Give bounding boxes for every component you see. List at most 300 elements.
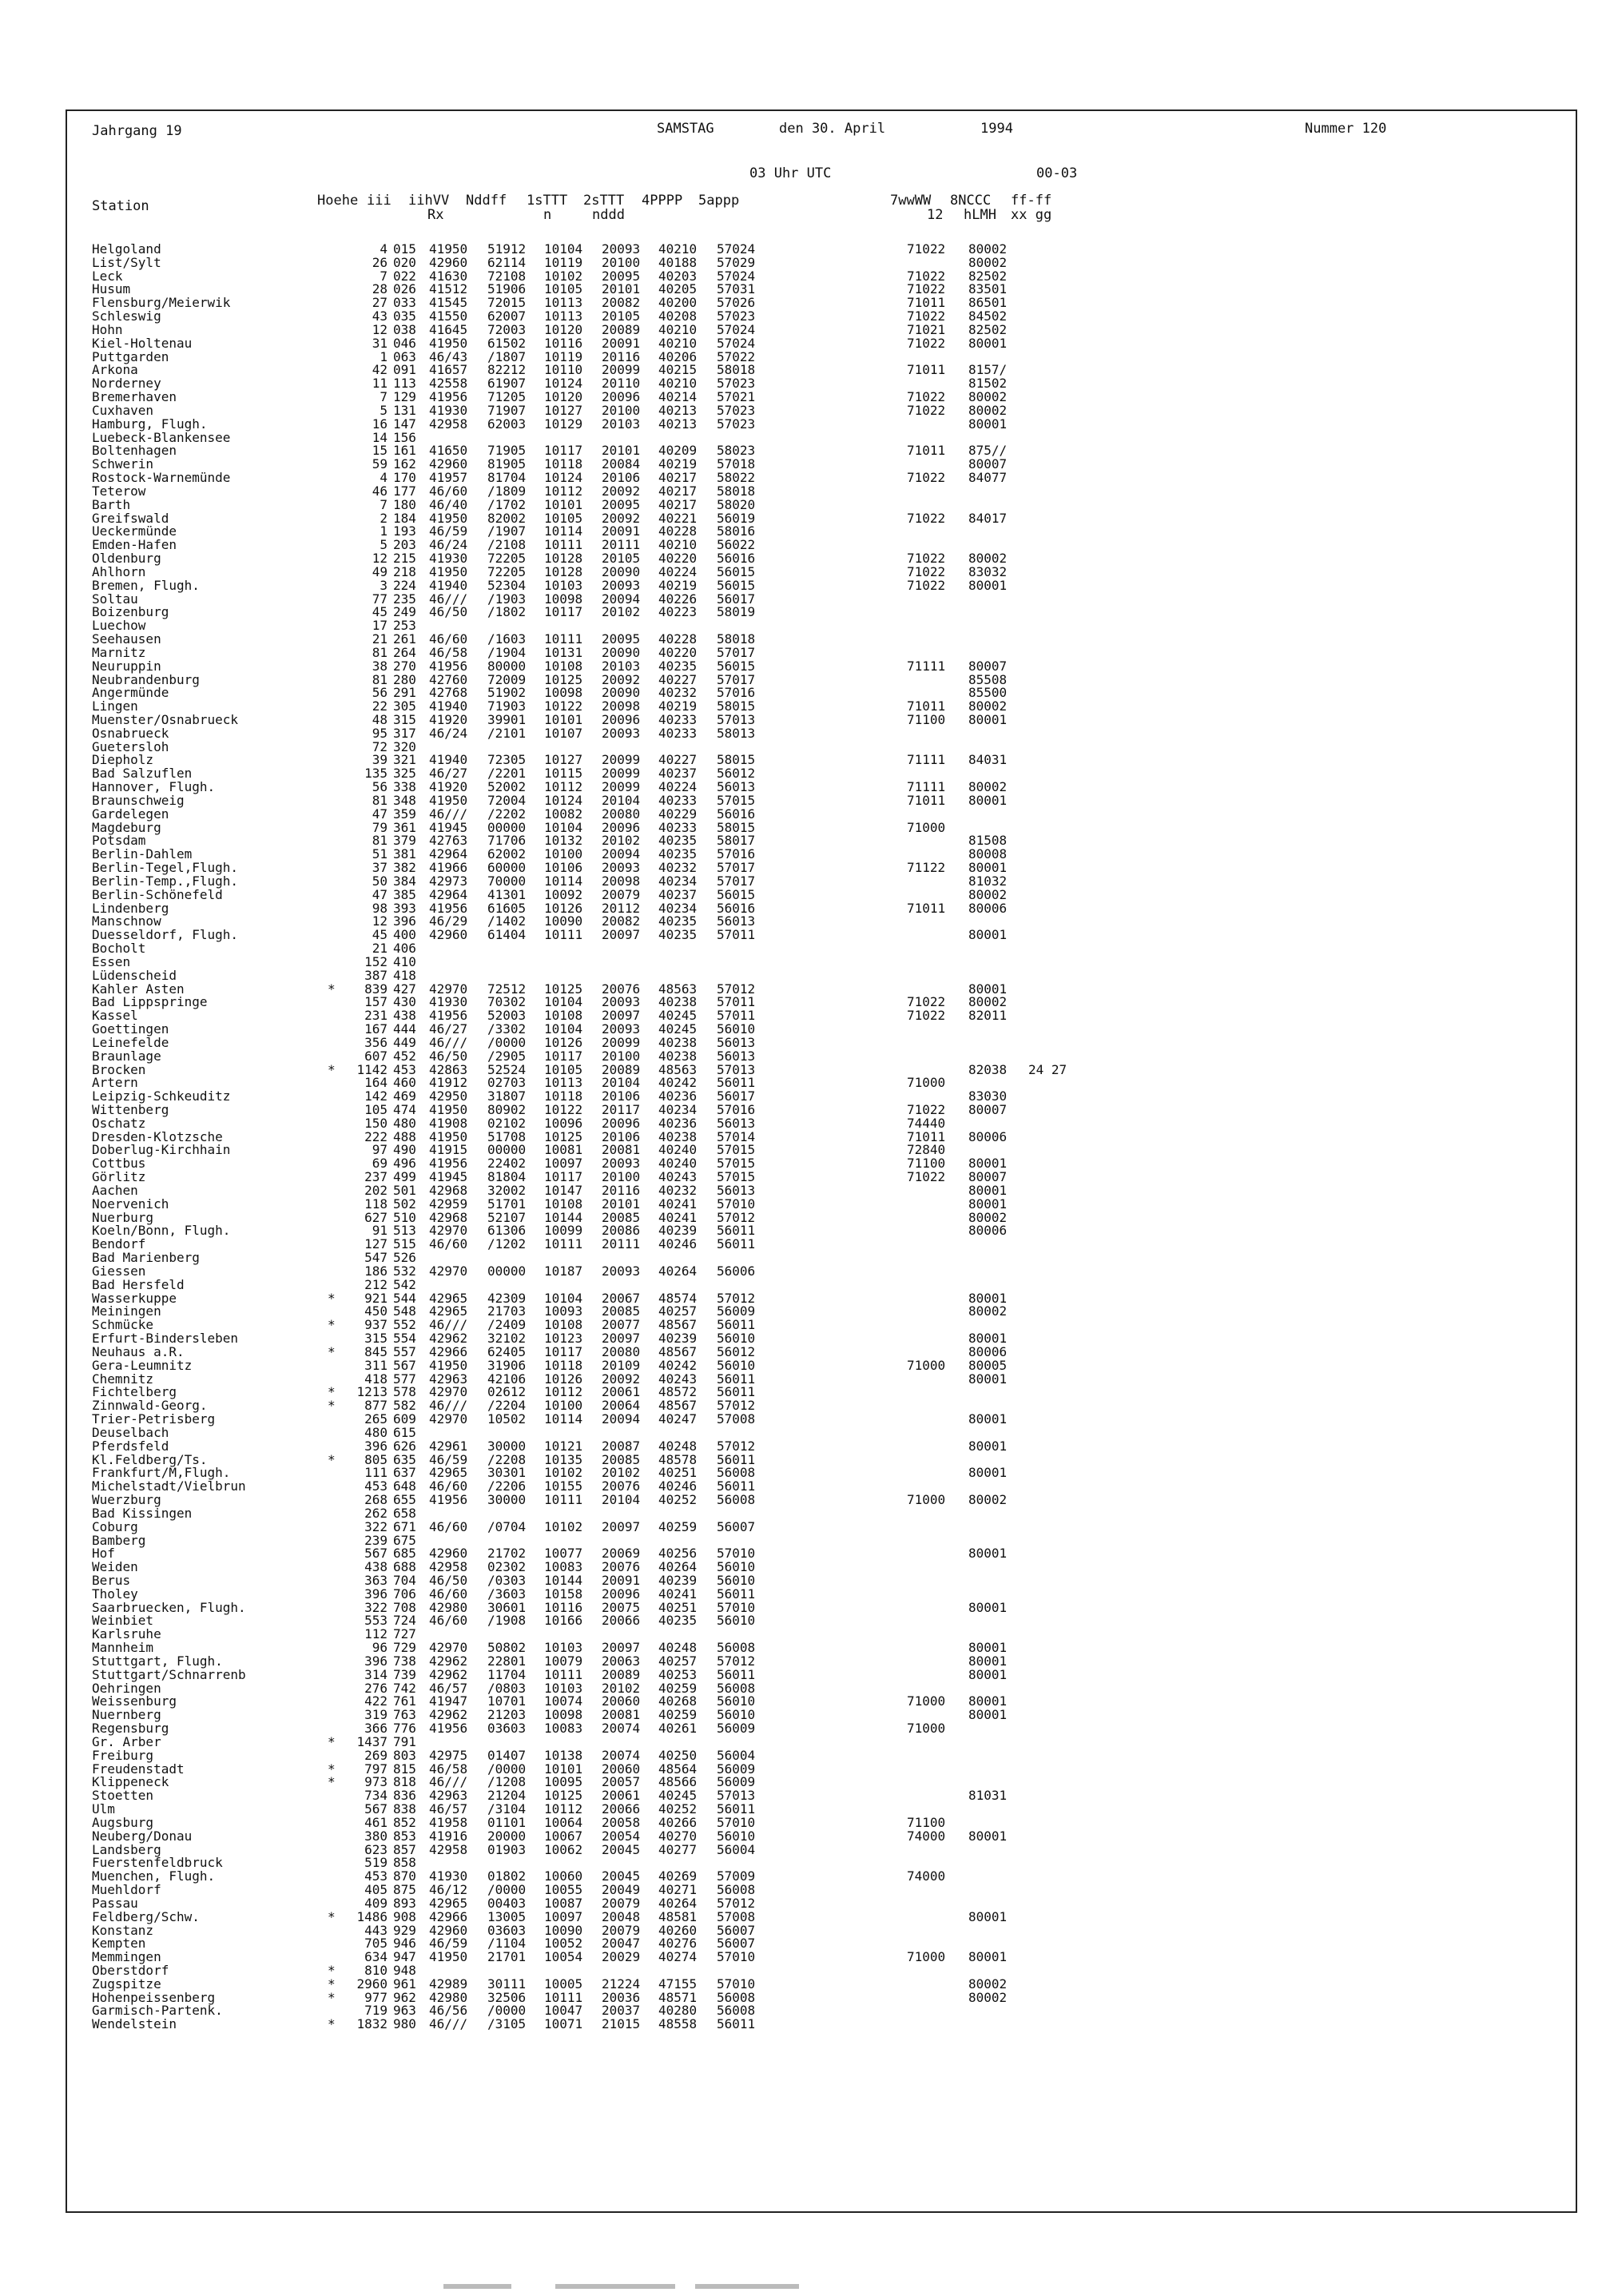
group-8nccc: 85500 [968,685,1008,701]
station-id: 449 [393,1034,416,1050]
group-nddff: 31807 [487,1088,527,1104]
group-5appp: 56016 [717,900,756,916]
station-height: 21 [372,941,388,957]
station-id: 729 [393,1640,416,1656]
station-height: 1213 [356,1384,388,1400]
station-id: 396 [393,913,416,929]
group-2sttt: 20093 [602,1263,641,1279]
group-2sttt: 20097 [602,1008,641,1024]
group-2sttt: 20101 [602,1196,641,1212]
station-height: 150 [364,1115,388,1131]
group-5appp: 56015 [717,577,756,593]
station-id: 430 [393,994,416,1010]
group-2sttt: 20084 [602,456,641,472]
group-4pppp: 48578 [658,1451,698,1467]
station-name: Gera-Leumnitz [92,1357,193,1373]
group-2sttt: 20076 [602,1559,641,1575]
group-iihvv: 42964 [429,886,468,902]
group-2sttt: 20060 [602,1761,641,1777]
group-8nccc: 80001 [968,1156,1008,1172]
station-name: Hohenpeissenberg [92,1989,216,2005]
station-name: Oschatz [92,1115,146,1131]
group-5appp: 58023 [717,443,756,459]
station-height: 623 [364,1841,388,1857]
station-id: 526 [393,1250,416,1266]
station-id: 671 [393,1518,416,1534]
group-4pppp: 40235 [658,846,698,862]
station-name: Bamberg [92,1532,146,1548]
station-height: 38 [372,658,388,674]
station-id: 235 [393,591,416,607]
group-7wwww: 71000 [907,1721,946,1737]
group-8nccc: 8157/ [968,362,1008,378]
group-4pppp: 40276 [658,1936,698,1952]
station-height: 322 [364,1599,388,1615]
col-ff-sub: xx gg [1011,207,1052,223]
group-5appp: 57024 [717,335,756,351]
station-id: 033 [393,295,416,311]
station-name: Koeln/Bonn, Flugh. [92,1223,231,1239]
station-id: 567 [393,1357,416,1373]
group-nddff: 72512 [487,981,527,997]
station-height: 49 [372,563,388,579]
group-nddff: /0000 [487,1882,527,1898]
group-iihvv: 41930 [429,1868,468,1884]
station-name: Dresden-Klotzsche [92,1128,223,1144]
station-name: Gr. Arber [92,1733,161,1749]
group-iihvv: 41956 [429,658,468,674]
group-2sttt: 20093 [602,725,641,741]
group-4pppp: 40217 [658,496,698,512]
group-2sttt: 20106 [602,1128,641,1144]
station-height: 111 [364,1465,388,1481]
group-5appp: 57012 [717,1398,756,1414]
group-4pppp: 40242 [658,1357,698,1373]
group-4pppp: 40234 [658,900,698,916]
group-2sttt: 20104 [602,1075,641,1091]
group-8nccc: 80002 [968,886,1008,902]
station-name: Aachen [92,1182,138,1198]
station-name: Bad Hersfeld [92,1276,185,1292]
group-5appp: 56022 [717,537,756,553]
group-4pppp: 40238 [658,1128,698,1144]
group-4pppp: 40227 [658,752,698,768]
station-height: 47 [372,886,388,902]
station-height: 315 [364,1331,388,1347]
group-8nccc: 80001 [968,1182,1008,1198]
alpine-marker: * [328,1774,336,1790]
group-4pppp: 40232 [658,685,698,701]
station-id: 020 [393,254,416,270]
station-height: 11 [372,376,388,392]
group-2sttt: 20098 [602,873,641,889]
group-2sttt: 20049 [602,1882,641,1898]
station-id: 615 [393,1424,416,1440]
station-id: 577 [393,1371,416,1387]
station-height: 396 [364,1586,388,1602]
group-iihvv: 41916 [429,1828,468,1844]
group-iihvv: 42968 [429,1209,468,1225]
group-2sttt: 20085 [602,1303,641,1319]
group-7wwww: 71000 [907,1949,946,1965]
station-id: 776 [393,1721,416,1737]
group-5appp: 56008 [717,2003,756,2019]
station-id: 870 [393,1868,416,1884]
group-nddff: 72004 [487,792,527,808]
group-iihvv: 42965 [429,1290,468,1306]
group-1sttt: 10101 [544,1761,583,1777]
group-nddff: /0704 [487,1518,527,1534]
group-4pppp: 40240 [658,1156,698,1172]
group-iihvv: 42768 [429,685,468,701]
group-nddff: 13005 [487,1908,527,1924]
group-4pppp: 48567 [658,1343,698,1359]
col-iii: iii [367,193,392,209]
group-4pppp: 48574 [658,1290,698,1306]
group-8nccc: 80001 [968,1653,1008,1669]
station-height: 7 [380,389,388,405]
col-ff: ff-ff [1011,193,1052,209]
station-id: 026 [393,281,416,297]
group-5appp: 56017 [717,591,756,607]
group-nddff: 82212 [487,362,527,378]
group-2sttt: 21015 [602,2016,641,2032]
group-5appp: 58018 [717,362,756,378]
group-8nccc: 80001 [968,981,1008,997]
group-1sttt: 10113 [544,1075,583,1091]
group-8nccc: 80002 [968,698,1008,714]
group-iihvv: 42973 [429,873,468,889]
group-7wwww: 71022 [907,308,946,324]
group-iihvv: 41650 [429,443,468,459]
group-iihvv: 46/60 [429,483,468,499]
group-nddff: /0803 [487,1680,527,1696]
group-4pppp: 40188 [658,254,698,270]
group-iihvv: 41930 [429,551,468,567]
group-5appp: 57011 [717,994,756,1010]
group-1sttt: 10126 [544,1034,583,1050]
group-7wwww: 71022 [907,510,946,526]
group-5appp: 58015 [717,752,756,768]
group-nddff: 51708 [487,1128,527,1144]
group-1sttt: 10099 [544,1223,583,1239]
station-name: Guetersloh [92,738,169,754]
group-nddff: 71903 [487,698,527,714]
group-iihvv: 41956 [429,1721,468,1737]
station-id: 688 [393,1559,416,1575]
group-4pppp: 40219 [658,577,698,593]
group-2sttt: 20101 [602,281,641,297]
group-4pppp: 40205 [658,281,698,297]
group-2sttt: 20104 [602,1492,641,1508]
group-2sttt: 20095 [602,268,641,284]
station-height: 12 [372,913,388,929]
group-iihvv: 41956 [429,1492,468,1508]
group-8nccc: 80002 [968,1303,1008,1319]
group-1sttt: 10096 [544,1115,583,1131]
group-1sttt: 10120 [544,321,583,337]
group-iihvv: 41920 [429,779,468,795]
group-8nccc: 80001 [968,711,1008,727]
group-iihvv: 41908 [429,1115,468,1131]
station-name: Flensburg/Meierwik [92,295,231,311]
station-height: 319 [364,1707,388,1723]
station-height: 152 [364,953,388,969]
group-2sttt: 20116 [602,1182,641,1198]
group-7wwww: 71000 [907,819,946,835]
group-nddff: /1809 [487,483,527,499]
station-height: 21 [372,631,388,647]
group-5appp: 57012 [717,1438,756,1454]
group-iihvv: 42950 [429,1088,468,1104]
group-2sttt: 20089 [602,1061,641,1077]
group-nddff: 30601 [487,1599,527,1615]
station-id: 578 [393,1384,416,1400]
group-nddff: 61502 [487,335,527,351]
station-name: Goettingen [92,1021,169,1037]
station-id: 382 [393,860,416,876]
group-nddff: /3105 [487,2016,527,2032]
group-iihvv: 41947 [429,1693,468,1709]
station-name: Freudenstadt [92,1761,185,1777]
group-1sttt: 10115 [544,766,583,782]
group-2sttt: 20102 [602,1465,641,1481]
station-height: 7 [380,496,388,512]
group-iihvv: 46/// [429,806,468,822]
station-name: Neuruppin [92,658,161,674]
station-id: 542 [393,1276,416,1292]
group-2sttt: 20080 [602,806,641,822]
alpine-marker: * [328,1976,336,1992]
group-1sttt: 10125 [544,671,583,687]
group-5appp: 57010 [717,1546,756,1562]
station-height: 553 [364,1613,388,1629]
group-1sttt: 10118 [544,1088,583,1104]
group-4pppp: 40256 [658,1546,698,1562]
group-1sttt: 10083 [544,1559,583,1575]
group-5appp: 56008 [717,1882,756,1898]
group-5appp: 56011 [717,1666,756,1682]
group-4pppp: 40269 [658,1868,698,1884]
group-1sttt: 10052 [544,1936,583,1952]
group-4pppp: 40261 [658,1721,698,1737]
station-id: 338 [393,779,416,795]
group-2sttt: 20101 [602,443,641,459]
group-1sttt: 10067 [544,1828,583,1844]
station-height: 14 [372,429,388,445]
group-5appp: 57008 [717,1908,756,1924]
group-nddff: 81905 [487,456,527,472]
group-1sttt: 10090 [544,913,583,929]
group-iihvv: 46/60 [429,1236,468,1252]
group-1sttt: 10125 [544,1788,583,1804]
station-height: 186 [364,1263,388,1279]
station-id: 763 [393,1707,416,1723]
station-name: Klippeneck [92,1774,169,1790]
station-height: 937 [364,1317,388,1333]
group-1sttt: 10123 [544,1331,583,1347]
group-1sttt: 10111 [544,1236,583,1252]
group-1sttt: 10118 [544,1357,583,1373]
group-5appp: 56009 [717,1761,756,1777]
group-nddff: /3603 [487,1586,527,1602]
station-id: 544 [393,1290,416,1306]
group-nddff: /2201 [487,766,527,782]
group-8nccc: 80002 [968,402,1008,418]
group-nddff: 51906 [487,281,527,297]
group-1sttt: 10111 [544,631,583,647]
station-name: Seehausen [92,631,161,647]
alpine-marker: * [328,1963,336,1978]
year: 1994 [980,121,1013,137]
station-id: 963 [393,2003,416,2019]
group-nddff: 41301 [487,886,527,902]
station-id: 858 [393,1855,416,1871]
station-name: Landsberg [92,1841,161,1857]
station-id: 548 [393,1303,416,1319]
station-name: Neuhaus a.R. [92,1343,185,1359]
group-4pppp: 40238 [658,994,698,1010]
station-id: 648 [393,1478,416,1494]
group-7wwww: 71011 [907,362,946,378]
group-5appp: 56015 [717,658,756,674]
group-iihvv: 46/59 [429,523,468,539]
station-id: 022 [393,268,416,284]
station-name: Tholey [92,1586,138,1602]
group-2sttt: 20081 [602,1707,641,1723]
group-nddff: 30000 [487,1492,527,1508]
station-name: Zinnwald-Georg. [92,1398,208,1414]
station-height: 4 [380,470,388,486]
group-nddff: 62002 [487,846,527,862]
group-iihvv: 46/59 [429,1451,468,1467]
group-nddff: 72003 [487,321,527,337]
station-name: Brocken [92,1061,146,1077]
group-nddff: 52002 [487,779,527,795]
station-id: 706 [393,1586,416,1602]
group-2sttt: 20067 [602,1290,641,1306]
group-5appp: 56004 [717,1747,756,1763]
station-name: Deuselbach [92,1424,169,1440]
group-5appp: 56008 [717,1492,756,1508]
group-7wwww: 71022 [907,241,946,257]
group-2sttt: 20079 [602,1895,641,1911]
scan-mark [695,2284,799,2289]
station-name: Barth [92,496,131,512]
group-1sttt: 10112 [544,779,583,795]
group-2sttt: 20082 [602,295,641,311]
group-1sttt: 10098 [544,591,583,607]
group-iihvv: 42960 [429,1922,468,1938]
group-1sttt: 10047 [544,2003,583,2019]
group-1sttt: 10117 [544,443,583,459]
station-name: Luebeck-Blankensee [92,429,231,445]
group-2sttt: 20104 [602,792,641,808]
group-nddff: 03603 [487,1721,527,1737]
group-nddff: 00403 [487,1895,527,1911]
group-nddff: 22402 [487,1156,527,1172]
group-8nccc: 80002 [968,1209,1008,1225]
station-id: 361 [393,819,416,835]
group-4pppp: 40221 [658,510,698,526]
station-height: 422 [364,1693,388,1709]
station-id: 554 [393,1331,416,1347]
group-4pppp: 40277 [658,1841,698,1857]
group-1sttt: 10062 [544,1841,583,1857]
col-ncc-sub: hLMH [964,207,996,223]
station-name: Leinefelde [92,1034,169,1050]
group-2sttt: 20102 [602,1680,641,1696]
group-1sttt: 10114 [544,873,583,889]
group-iihvv: 41920 [429,711,468,727]
group-iihvv: 46/60 [429,1518,468,1534]
station-id: 359 [393,806,416,822]
group-2sttt: 20094 [602,846,641,862]
group-1sttt: 10108 [544,1008,583,1024]
group-4pppp: 40264 [658,1263,698,1279]
group-iihvv: 42960 [429,456,468,472]
station-height: 262 [364,1505,388,1521]
station-name: Pferdsfeld [92,1438,169,1454]
group-nddff: /2202 [487,806,527,822]
station-id: 453 [393,1061,416,1077]
group-iihvv: 46/57 [429,1801,468,1817]
group-8nccc: 82011 [968,1008,1008,1024]
group-2sttt: 20075 [602,1599,641,1615]
station-id: 836 [393,1788,416,1804]
group-nddff: /1907 [487,523,527,539]
station-height: 797 [364,1761,388,1777]
group-8nccc: 80001 [968,1465,1008,1481]
station-name: Wuerzburg [92,1492,161,1508]
station-height: 387 [364,967,388,983]
group-2sttt: 20077 [602,1317,641,1333]
group-1sttt: 10101 [544,496,583,512]
group-iihvv: 42962 [429,1707,468,1723]
group-iihvv: 42763 [429,833,468,849]
station-height: 396 [364,1653,388,1669]
group-8nccc: 80001 [968,1411,1008,1427]
group-5appp: 57016 [717,1102,756,1117]
group-2sttt: 20087 [602,1438,641,1454]
group-8nccc: 80007 [968,1169,1008,1185]
group-1sttt: 10081 [544,1142,583,1158]
group-iihvv: 42963 [429,1371,468,1387]
group-iihvv: 42962 [429,1653,468,1669]
station-id: 742 [393,1680,416,1696]
station-id: 635 [393,1451,416,1467]
group-nddff: 72305 [487,752,527,768]
station-height: 1 [380,523,388,539]
group-7wwww: 71022 [907,1169,946,1185]
group-iihvv: 41945 [429,1169,468,1185]
group-1sttt: 10090 [544,1922,583,1938]
station-id: 875 [393,1882,416,1898]
group-2sttt: 20093 [602,994,641,1010]
group-4pppp: 40209 [658,443,698,459]
group-8nccc: 80007 [968,1102,1008,1117]
station-height: 265 [364,1411,388,1427]
group-8nccc: 81032 [968,873,1008,889]
group-1sttt: 10104 [544,1290,583,1306]
station-id: 315 [393,711,416,727]
col-iihvv: iihVV [408,193,450,209]
col-nddff: Nddff [466,193,507,209]
group-1sttt: 10138 [544,1747,583,1763]
group-nddff: 61404 [487,927,527,943]
group-5appp: 56011 [717,2016,756,2032]
station-name: Zugspitze [92,1976,161,1992]
